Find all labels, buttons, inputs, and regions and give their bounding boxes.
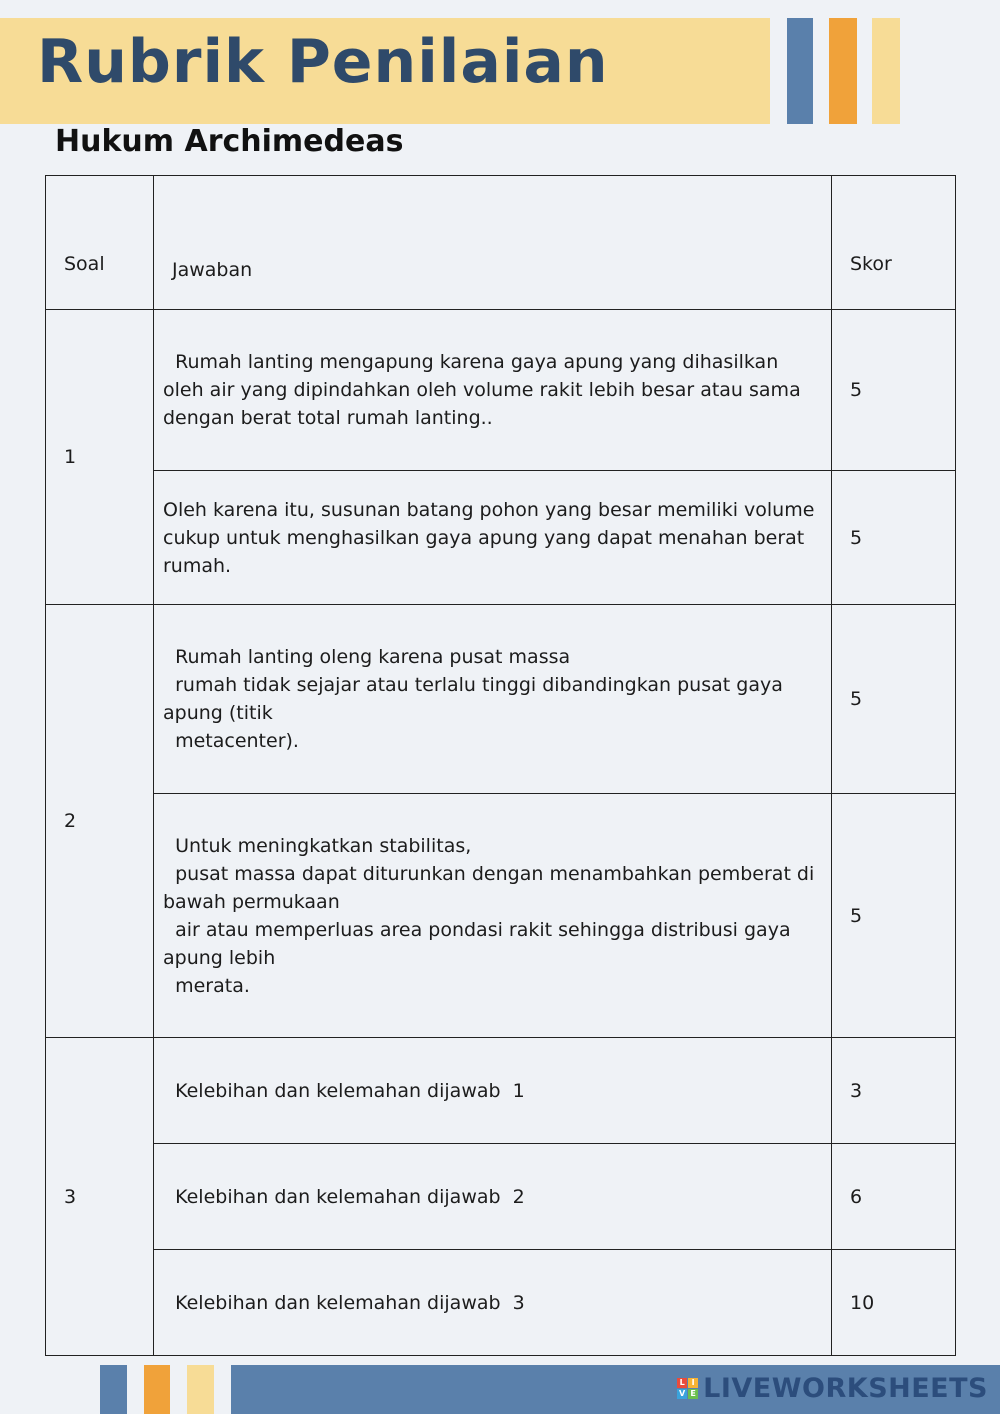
table-row: [46, 794, 956, 1038]
soal-number: 1: [46, 310, 154, 605]
footer-stripe-yellow: [187, 1365, 214, 1414]
skor-cell: 5: [832, 794, 956, 1038]
footer-bar: [0, 1365, 1000, 1414]
logo-letter: E: [688, 1389, 698, 1399]
page-subtitle: Hukum Archimedeas: [55, 124, 404, 159]
table-row: [46, 1144, 956, 1250]
skor-cell: 5: [832, 471, 956, 605]
rubric-table: [45, 175, 956, 1356]
table-row: [46, 605, 956, 794]
jawaban-cell: Rumah lanting mengapung karena gaya apung yang dihasilkan oleh air yang dipindahkan oleh volume rakit lebih besar atau sama dengan berat total rumah lanting..: [154, 310, 832, 471]
header-jawaban: Jawaban: [154, 176, 832, 310]
footer-stripe-orange: [144, 1365, 170, 1414]
skor-cell: 3: [832, 1038, 956, 1144]
skor-cell: 6: [832, 1144, 956, 1250]
jawaban-cell: Kelebihan dan kelemahan dijawab 1: [154, 1038, 832, 1144]
brand-name: LIVEWORKSHEETS: [703, 1373, 988, 1404]
liveworksheets-logo-icon: [677, 1378, 698, 1399]
skor-cell: 5: [832, 310, 956, 471]
decor-stripe-blue: [787, 18, 813, 124]
logo-letter: L: [677, 1378, 687, 1388]
jawaban-cell: Kelebihan dan kelemahan dijawab 3: [154, 1250, 832, 1356]
decor-stripe-orange: [829, 18, 857, 124]
logo-letter: I: [688, 1378, 698, 1388]
soal-number: 2: [46, 605, 154, 1038]
header-skor: Skor: [832, 176, 956, 310]
table-header-row: [46, 176, 956, 310]
header-soal: Soal: [46, 176, 154, 310]
table-row: [46, 471, 956, 605]
footer-stripe-blue: [100, 1365, 127, 1414]
table-row: [46, 310, 956, 471]
liveworksheets-brand[interactable]: [677, 1373, 988, 1404]
page-title: Rubrik Penilaian: [37, 27, 609, 97]
jawaban-cell: Oleh karena itu, susunan batang pohon yang besar memiliki volume cukup untuk menghasilkan gaya apung yang dapat menahan berat rumah.: [154, 471, 832, 605]
skor-cell: 5: [832, 605, 956, 794]
jawaban-cell: Rumah lanting oleng karena pusat massa rumah tidak sejajar atau terlalu tinggi dibandingkan pusat gaya apung (titik metacenter).: [154, 605, 832, 794]
logo-letter: V: [679, 1389, 686, 1398]
decor-stripe-yellow: [872, 18, 900, 124]
jawaban-cell: Kelebihan dan kelemahan dijawab 2: [154, 1144, 832, 1250]
table-row: [46, 1250, 956, 1356]
jawaban-cell: Untuk meningkatkan stabilitas, pusat massa dapat diturunkan dengan menambahkan pemberat di bawah permukaan air atau memperluas area pondasi rakit sehingga distribusi gaya apung lebih merata.: [154, 794, 832, 1038]
soal-number: 3: [46, 1038, 154, 1356]
table-row: [46, 1038, 956, 1144]
skor-cell: 10: [832, 1250, 956, 1356]
